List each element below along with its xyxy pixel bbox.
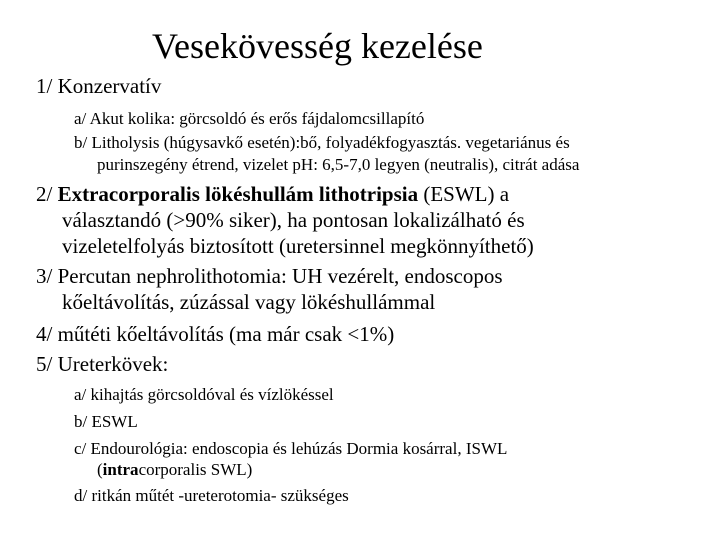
item-eswl-bold: Extracorporalis lökéshullám lithotripsia <box>57 182 419 206</box>
item-ureterkovek: 5/ Ureterkövek: <box>36 352 169 376</box>
item-eswl-line3: vizeletelfolyás biztosított (uretersinnel megkönnyíthető) <box>62 234 534 258</box>
subitem-litholysis-line1: b/ Litholysis (húgysavkő esetén):bő, folyadékfogyasztás. vegetariánus és <box>74 133 570 152</box>
item-eswl-number: 2/ <box>36 182 58 206</box>
subitem-endourologia-line1: c/ Endourológia: endoscopia és lehúzás Dormia kosárral, ISWL <box>74 439 508 458</box>
item-percutan-line1: 3/ Percutan nephrolithotomia: UH vezérelt, endoscopos <box>36 264 503 288</box>
subitem-eswl: b/ ESWL <box>74 412 138 431</box>
item-eswl-line2: választandó (>90% siker), ha pontosan lokalizálható és <box>62 208 525 232</box>
slide-title: Vesekövesség kezelése <box>152 26 483 66</box>
subitem-litholysis-line2: purinszegény étrend, vizelet pH: 6,5-7,0 legyen (neutralis), citrát adása <box>97 155 580 174</box>
item-muteti: 4/ műtéti kőeltávolítás (ma már csak <1%) <box>36 322 395 346</box>
subitem-endourologia-rest: corporalis SWL) <box>138 460 253 479</box>
item-konzervativ: 1/ Konzervatív <box>36 74 162 98</box>
subitem-kihajtas: a/ kihajtás görcsoldóval és vízlökéssel <box>74 385 334 404</box>
item-percutan-line2: kőeltávolítás, zúzással vagy lökéshullámmal <box>62 290 436 314</box>
item-eswl-line1 <box>36 180 509 208</box>
subitem-akut-kolika: a/ Akut kolika: görcsoldó és erős fájdalomcsillapító <box>74 109 425 128</box>
item-eswl-rest: (ESWL) a <box>418 182 510 206</box>
subitem-mutet: d/ ritkán műtét -ureterotomia- szükséges <box>74 486 349 505</box>
subitem-endourologia-paren: ( <box>97 460 103 479</box>
subitem-endourologia-line2 <box>97 459 252 481</box>
subitem-endourologia-bold: intra <box>102 460 139 479</box>
